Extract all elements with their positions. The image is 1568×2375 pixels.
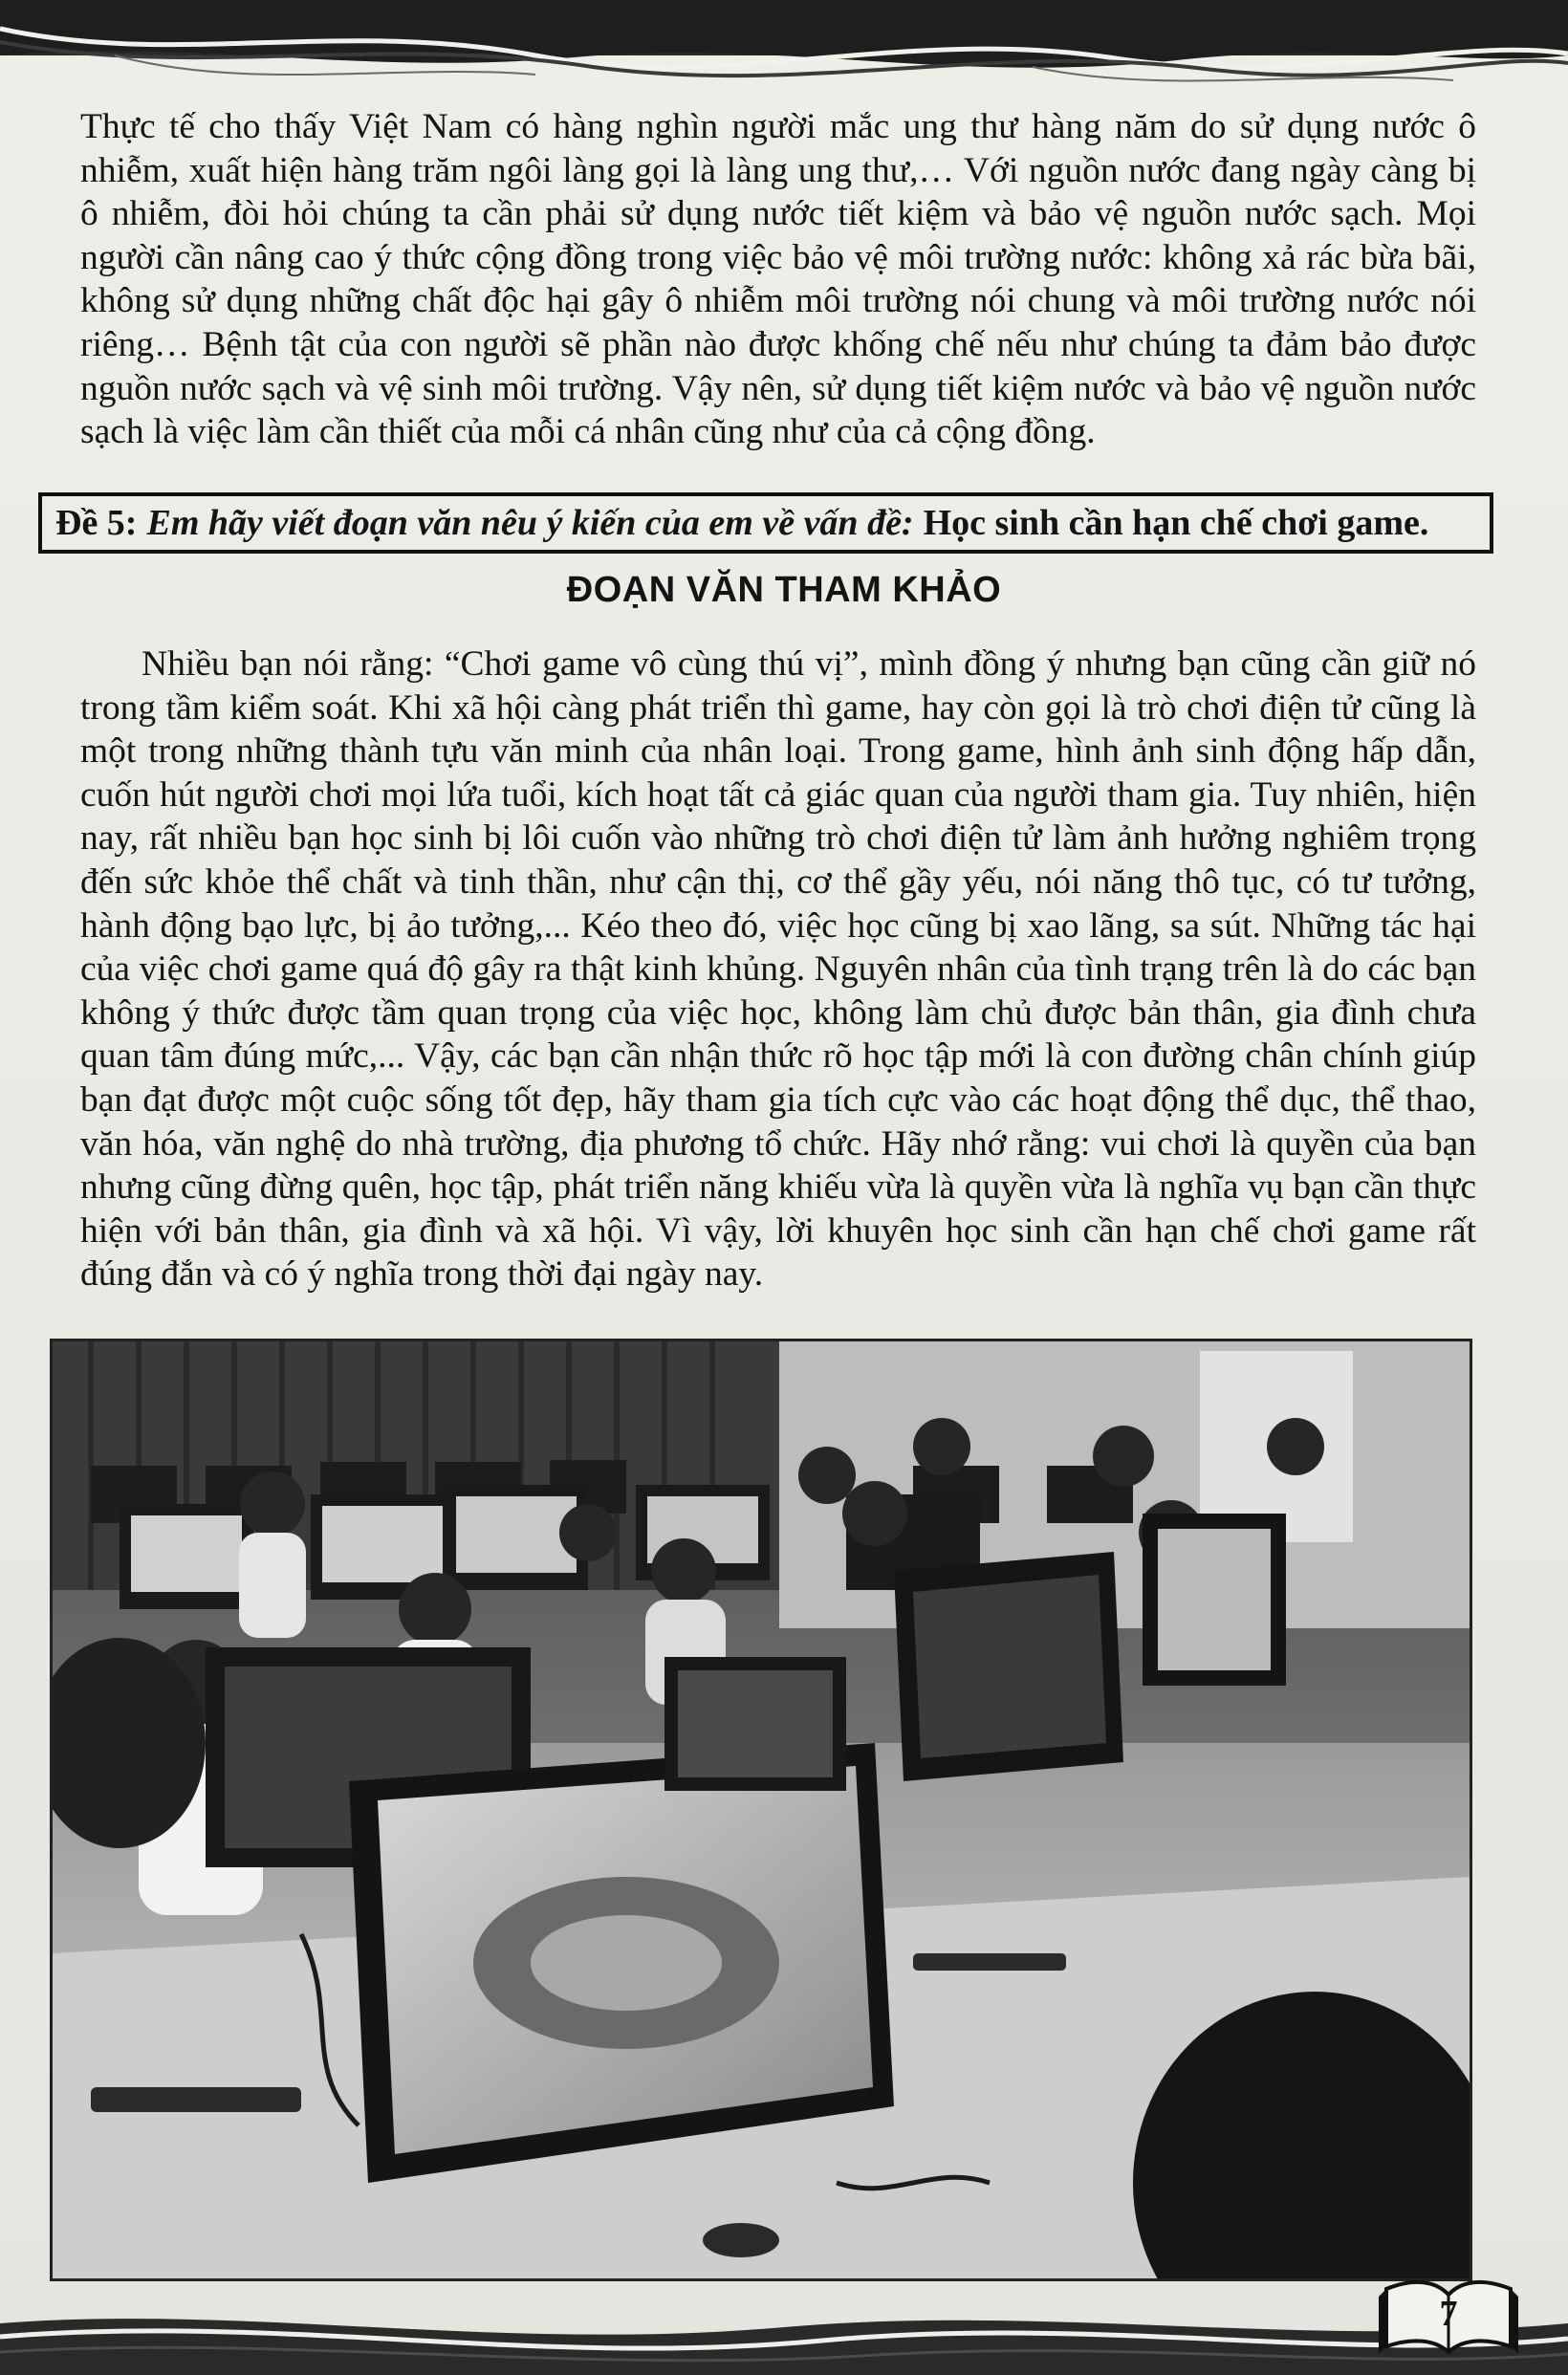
top-decorative-border bbox=[0, 0, 1568, 105]
exercise-label: Đề 5: bbox=[55, 503, 138, 543]
exercise-prompt: Em hãy viết đoạn văn nêu ý kiến của em về vấn đề: bbox=[146, 503, 914, 543]
exercise-prompt-box bbox=[38, 492, 1493, 554]
exercise-topic: Học sinh cần hạn chế chơi game. bbox=[923, 503, 1429, 543]
sample-paragraph-block bbox=[80, 643, 1476, 1296]
section-title: ĐOẠN VĂN THAM KHẢO bbox=[566, 570, 1002, 610]
intro-paragraph: Thực tế cho thấy Việt Nam có hàng nghìn người mắc ung thư hàng năm do sử dụng nước ô nhiễm, xuất hiện hàng trăm ngôi làng gọi là làng ung thư,… Với nguồn nước đang ngày càng bị ô nhiễm, đòi hỏi chúng ta cần phải sử dụng nước tiết kiệm và bảo vệ nguồn nước sạch. Mọi người cần nâng cao ý thức cộng đồng trong việc bảo vệ môi trường nước: không xả rác bừa bãi, không sử dụng những chất độc hại gây ô nhiễm môi trường nói chung và môi trường nước nói riêng… Bệnh tật của con người sẽ phần nào được khống chế nếu như chúng ta đảm bảo được nguồn nước sạch và vệ sinh môi trường. Vậy nên, sử dụng tiết kiệm nước và bảo vệ nguồn nước sạch là việc làm cần thiết của mỗi cá nhân cũng như của cả cộng đồng. bbox=[80, 107, 1476, 452]
intro-paragraph-block bbox=[80, 105, 1476, 454]
bottom-decorative-border bbox=[0, 2285, 1568, 2375]
computer-lab-illustration bbox=[53, 1341, 1470, 2278]
page-number: 7 bbox=[1439, 2294, 1458, 2334]
computer-lab-photo bbox=[50, 1339, 1472, 2281]
sample-paragraph: Nhiều bạn nói rằng: “Chơi game vô cùng thú vị”, mình đồng ý nhưng bạn cũng cần giữ nó trong tầm kiểm soát. Khi xã hội càng phát triển thì game, hay còn gọi là trò chơi điện tử cũng là một trong những thành tựu văn minh của nhân loại. Trong game, hình ảnh sinh động hấp dẫn, cuốn hút người chơi mọi lứa tuổi, kích hoạt tất cả giác quan của người tham gia. Tuy nhiên, hiện nay, rất nhiều bạn học sinh bị lôi cuốn vào những trò chơi điện tử làm ảnh hưởng nghiêm trọng đến sức khỏe thể chất và tinh thần, như cận thị, cơ thể gầy yếu, nói năng thô tục, có tư tưởng, hành động bạo lực, bị ảo tưởng,... Kéo theo đó, việc học cũng bị xao lãng, sa sút. Những tác hại của việc chơi game quá độ gây ra thật kinh khủng. Nguyên nhân của tình trạng trên là do các bạn không ý thức được tầm quan trọng của việc học, không làm chủ được bản thân, gia đình chưa quan tâm đúng mức,... Vậy, các bạn cần nhận thức rõ học tập mới là con đường chân chính giúp bạn đạt được một cuộc sống tốt đẹp, hãy tham gia tích cực vào các hoạt động thể dục, thể thao, văn hóa, văn nghệ do nhà trường, địa phương tổ chức. Hãy nhớ rằng: vui chơi là quyền của bạn nhưng cũng đừng quên, học tập, phát triển năng khiếu vừa là quyền vừa là nghĩa vụ bạn cần thực hiện với bản thân, gia đình và xã hội. Vì vậy, lời khuyên học sinh cần hạn chế chơi game rất đúng đắn và có ý nghĩa trong thời đại ngày nay. bbox=[80, 644, 1476, 1295]
